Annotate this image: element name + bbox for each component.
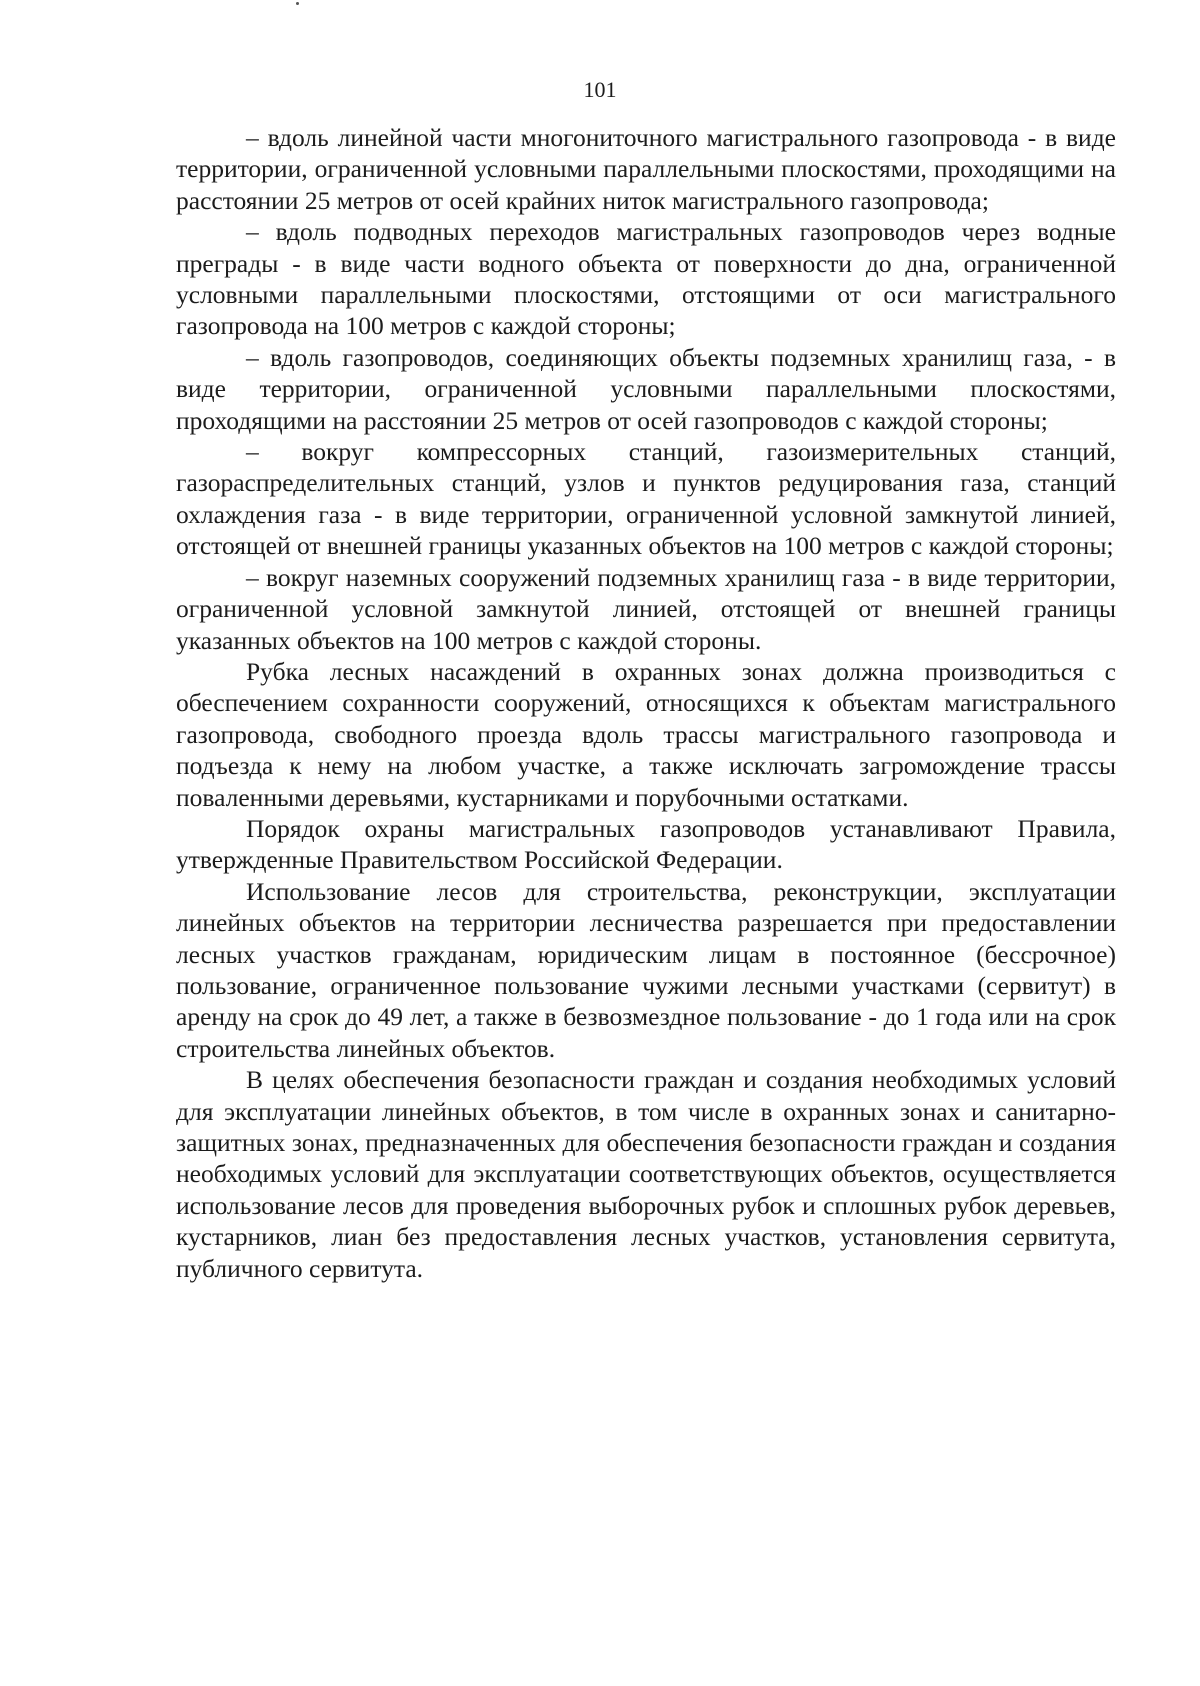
list-item-storage-pipelines: – вдоль газопроводов, соединяющих объекты подземных хранилищ газа, - в виде территории, ограниченной условными параллельными плоскостями, проходящими на расстоянии 25 метров от осей газопроводов с каждой стороны;: [176, 342, 1116, 435]
document-body: [176, 122, 1116, 1284]
paragraph-safety-purposes: В целях обеспечения безопасности граждан и создания необходимых условий для эксплуатации линейных объектов, в том числе в охранных зонах и санитарно-защитных зонах, предназначенных для обеспечения безопасности граждан и создания необходимых условий для эксплуатации соответствующих объектов, осуществляется использование лесов для проведения выборочных рубок и сплошных рубок деревьев, кустарников, лиан без предоставления лесных участков, установления сервитута, публичного сервитута.: [176, 1065, 1116, 1283]
list-item-ground-structures: – вокруг наземных сооружений подземных хранилищ газа - в виде территории, ограниченной условной замкнутой линией, отстоящей от внешней границы указанных объектов на 100 метров с каждой стороны.: [176, 562, 1116, 655]
list-item-compressor-stations: – вокруг компрессорных станций, газоизмерительных станций, газораспределительных станций, узлов и пунктов редуцирования газа, станций охлаждения газа - в виде территории, ограниченной условной замкнутой линией, отстоящей от внешней границы указанных объектов на 100 метров с каждой стороны;: [176, 437, 1116, 561]
scan-speck: [296, 2, 299, 5]
list-item-multithread-pipeline: – вдоль линейной части многониточного магистрального газопровода - в виде территории, ограниченной условными параллельными плоскостями, проходящими на расстоянии 25 метров от осей крайних ниток магистрального газопровода;: [176, 123, 1116, 215]
paragraph-forest-use: Использование лесов для строительства, реконструкции, эксплуатации линейных объектов на территории лесничества разрешается при предоставлении лесных участков гражданам, юридическим лицам в постоянное (бессрочное) пользование, ограниченное пользование чужими лесными участками (сервитут) в аренду на срок до 49 лет, а также в безвозмездное пользование - до 1 года или на срок строительства линейных объектов.: [176, 876, 1116, 1063]
paragraph-protection-rules: Порядок охраны магистральных газопроводов устанавливают Правила, утвержденные Правительством Российской Федерации.: [176, 813, 1116, 875]
page-number: 101: [583, 77, 617, 102]
list-item-underwater-crossings: – вдоль подводных переходов магистральных газопроводов через водные преграды - в виде части водного объекта от поверхности до дна, ограниченной условными параллельными плоскостями, отстоящими от оси магистрального газопровода на 100 метров с каждой стороны;: [176, 217, 1116, 341]
paragraph-felling-in-zones: Рубка лесных насаждений в охранных зонах должна производиться с обеспечением сохранности сооружений, относящихся к объектам магистрального газопровода, свободного проезда вдоль трассы магистрального газопровода и подъезда к нему на любом участке, а также исключать загромождение трассы поваленными деревьями, кустарниками и порубочными остатками.: [176, 656, 1116, 812]
